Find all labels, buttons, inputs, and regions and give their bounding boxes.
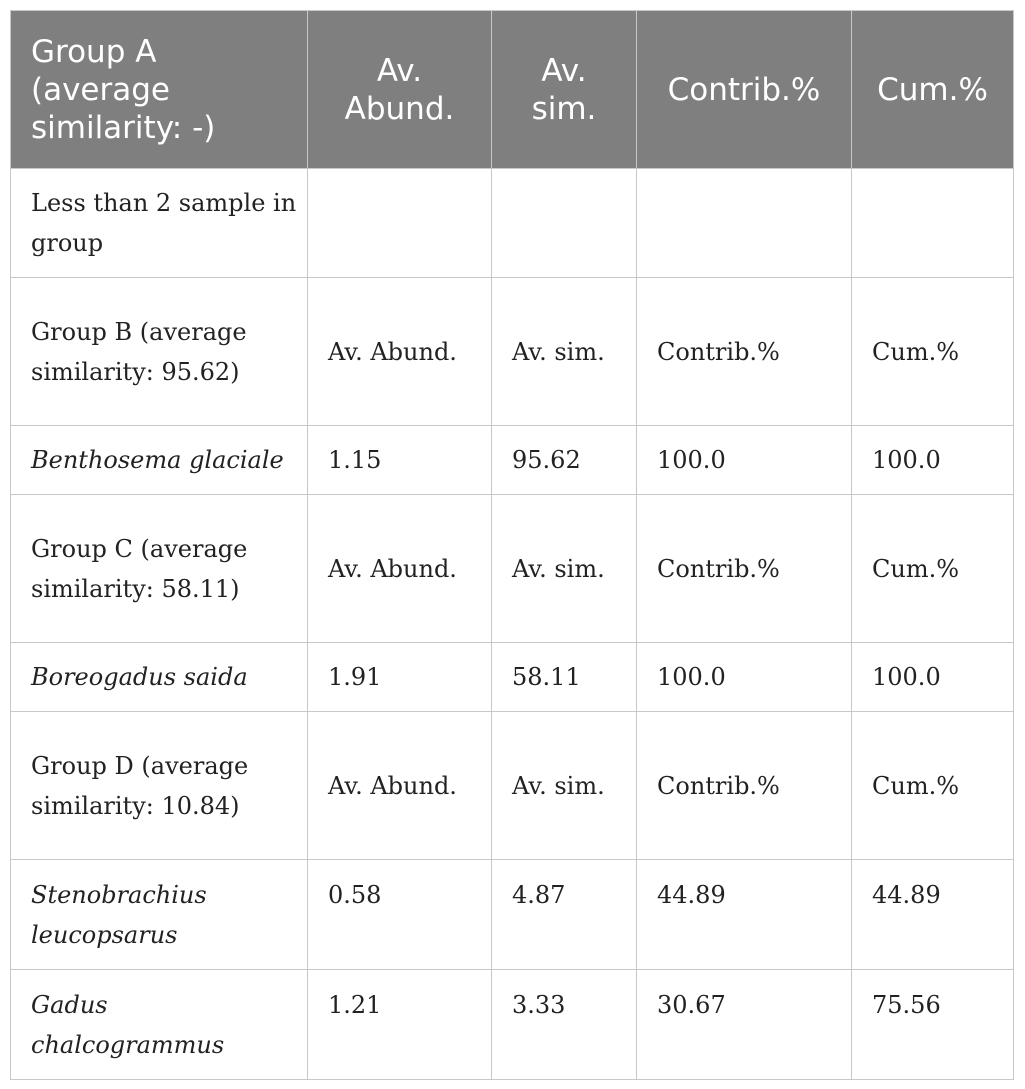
empty-cell [852,169,1014,278]
header-cum: Cum.% [852,11,1014,169]
contrib-value: 44.89 [637,860,852,970]
av-abund-value: 0.58 [308,860,492,970]
table-row [11,970,1014,1080]
col-label-av-sim: Av. sim. [492,278,637,426]
col-label-av-sim: Av. sim. [492,712,637,860]
cum-value: 75.56 [852,970,1014,1080]
cum-value: 100.0 [852,426,1014,495]
empty-cell [637,169,852,278]
cum-value: 44.89 [852,860,1014,970]
species-name: Stenobrachius leucopsarus [11,860,308,970]
group-label: Group D (average similarity: 10.84) [11,712,308,860]
table-row [11,426,1014,495]
group-a-note: Less than 2 sample in group [11,169,308,278]
col-label-av-abund: Av. Abund. [308,278,492,426]
simper-results-table [10,10,1014,1080]
av-sim-value: 58.11 [492,643,637,712]
col-label-cum: Cum.% [852,712,1014,860]
col-label-contrib: Contrib.% [637,278,852,426]
table-body [11,169,1014,1080]
col-label-av-sim: Av. sim. [492,495,637,643]
header-row [11,11,1014,169]
av-sim-value: 3.33 [492,970,637,1080]
col-label-av-abund: Av. Abund. [308,495,492,643]
species-name: Benthosema glaciale [11,426,308,495]
col-label-cum: Cum.% [852,278,1014,426]
col-label-cum: Cum.% [852,495,1014,643]
empty-cell [492,169,637,278]
table-row [11,169,1014,278]
av-abund-value: 1.91 [308,643,492,712]
table-row [11,643,1014,712]
group-c-header-row [11,495,1014,643]
av-sim-value: 95.62 [492,426,637,495]
group-b-header-row [11,278,1014,426]
col-label-contrib: Contrib.% [637,712,852,860]
group-d-header-row [11,712,1014,860]
header-av-sim: Av. sim. [492,11,637,169]
group-label: Group B (average similarity: 95.62) [11,278,308,426]
col-label-av-abund: Av. Abund. [308,712,492,860]
empty-cell [308,169,492,278]
group-label: Group C (average similarity: 58.11) [11,495,308,643]
av-abund-value: 1.21 [308,970,492,1080]
table-header [11,11,1014,169]
av-abund-value: 1.15 [308,426,492,495]
contrib-value: 100.0 [637,643,852,712]
contrib-value: 30.67 [637,970,852,1080]
header-av-abund: Av. Abund. [308,11,492,169]
col-label-contrib: Contrib.% [637,495,852,643]
av-sim-value: 4.87 [492,860,637,970]
table-row [11,860,1014,970]
species-name: Gadus chalcogrammus [11,970,308,1080]
contrib-value: 100.0 [637,426,852,495]
header-group-a: Group A (average similarity: -) [11,11,308,169]
species-name: Boreogadus saida [11,643,308,712]
header-contrib: Contrib.% [637,11,852,169]
cum-value: 100.0 [852,643,1014,712]
